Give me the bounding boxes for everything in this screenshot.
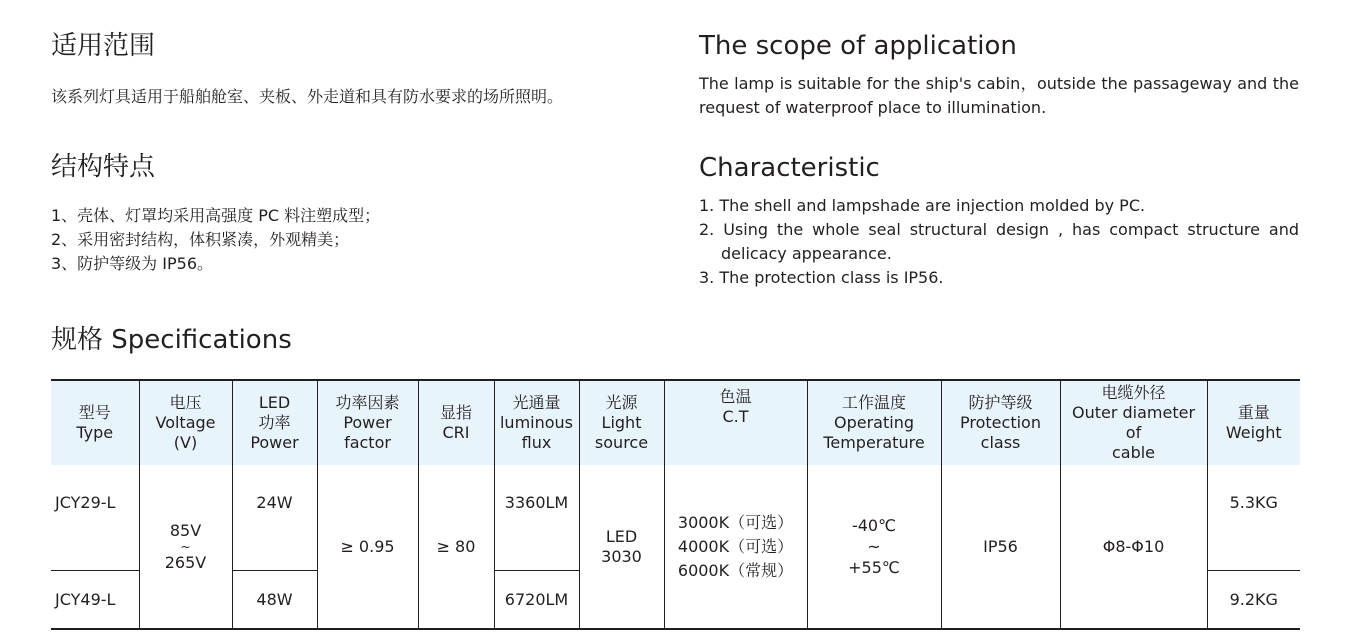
scope-text-cn: 该系列灯具适用于船舶舱室、夹板、外走道和具有防水要求的场所照明。 [51,87,564,106]
header-cable-diameter: 电缆外径 Outer diameter of cable [1060,380,1207,465]
header-light-source: 光源 Light source [579,380,664,465]
characteristic-item-en: 2. Using the whole seal structural design , has compact structure and delicacy appearance. [699,220,1299,263]
cell-voltage: 85V ~ 265V [139,465,232,629]
cell-power-factor: ≥ 0.95 [317,465,418,629]
header-luminous-flux: 光通量 luminous flux [494,380,579,465]
characteristic-list-en [699,194,1299,290]
header-cri: 显指 CRI [418,380,494,465]
header-protection: 防护等级 Protection class [941,380,1060,465]
specs-table [51,379,1300,630]
characteristic-item-en: 1. The shell and lampshade are injection molded by PC. [699,196,1146,215]
header-led-power: LED 功率 Power [232,380,317,465]
cell-light-source: LED 3030 [579,465,664,629]
cell-flux: 6720LM [494,571,579,630]
specs-header-row [51,380,1300,465]
scope-text-en: The lamp is suitable for the ship's cabin，outside the passageway and the request of waterproof place to illumination. [699,74,1299,117]
cell-type: JCY49-L [51,571,139,630]
header-operating-temp: 工作温度 Operating Temperature [807,380,941,465]
cell-power: 48W [232,571,317,630]
characteristic-list-cn [51,204,380,276]
characteristic-item-en: 3. The protection class is IP56. [699,268,944,287]
cell-weight: 5.3KG [1207,465,1300,571]
scope-title-en: The scope of application [699,31,1017,61]
cell-type: JCY29-L [51,465,139,571]
cell-cable: Φ8-Φ10 [1060,465,1207,629]
cell-flux: 3360LM [494,465,579,571]
header-color-temp: 色温 C.T [664,380,807,465]
cell-weight: 9.2KG [1207,571,1300,630]
characteristic-title-en: Characteristic [699,153,880,183]
header-voltage: 电压 Voltage (V) [139,380,232,465]
cell-cri: ≥ 80 [418,465,494,629]
cell-power: 24W [232,465,317,571]
characteristic-item-cn: 3、防护等级为 IP56。 [51,254,213,273]
characteristic-item-cn: 2、采用密封结构，体积紧凑，外观精美； [51,230,350,249]
cell-operating-temp: -40℃ ~ +55℃ [807,465,941,629]
characteristic-item-cn: 1、壳体、灯罩均采用高强度 PC 料注塑成型； [51,206,381,225]
scope-title-cn: 适用范围 [51,31,156,61]
header-type: 型号 Type [51,380,139,465]
specs-title: 规格 Specifications [51,325,292,355]
cell-color-temp: 3000K（可选） 4000K（可选） 6000K（常规） [664,465,807,629]
header-power-factor: 功率因素 Power factor [317,380,418,465]
characteristic-title-cn: 结构特点 [51,152,156,182]
header-weight: 重量 Weight [1207,380,1300,465]
table-row [51,465,1300,571]
cell-protection: IP56 [941,465,1060,629]
